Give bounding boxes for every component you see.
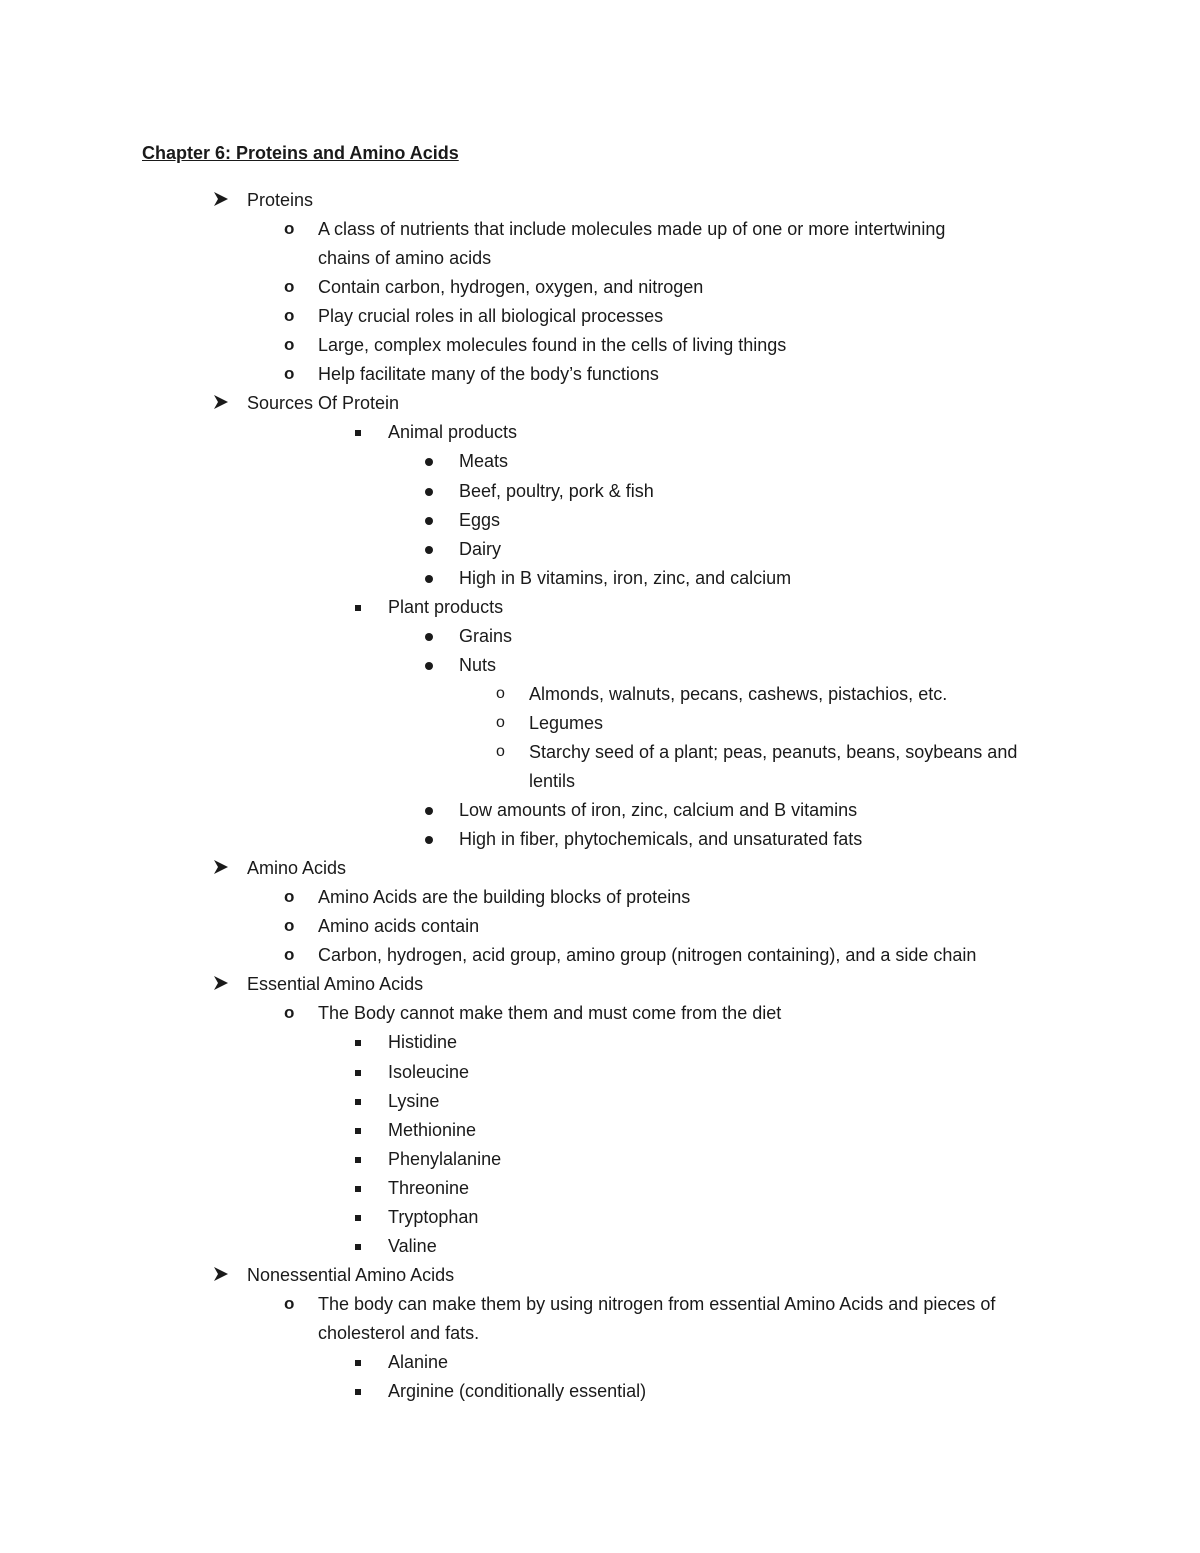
outline-line: [0, 389, 1200, 417]
square-bullet-icon: [355, 1174, 363, 1202]
circle-bullet-icon: o: [284, 1003, 295, 1023]
outline-text: Large, complex molecules found in the cells of living things: [318, 335, 787, 356]
outline-line: [0, 447, 1200, 475]
outline-text: Nonessential Amino Acids: [247, 1264, 455, 1285]
outline-line: [0, 912, 1200, 940]
outline-line: [0, 564, 1200, 592]
outline-line: [0, 999, 1200, 1027]
dot-bullet-icon: [425, 622, 433, 650]
outline-line: [0, 825, 1200, 853]
outline-text: Histidine: [388, 1032, 458, 1053]
outline-text: Arginine (conditionally essential): [388, 1381, 647, 1402]
outline-line: [0, 302, 1200, 330]
dot-bullet-icon: [425, 535, 433, 563]
outline-line: [0, 1116, 1200, 1144]
square-bullet-icon: [355, 1232, 363, 1260]
outline-line: [0, 1028, 1200, 1056]
outline-text: High in fiber, phytochemicals, and unsaturated fats: [459, 829, 863, 850]
square-bullet-icon: [355, 1028, 363, 1056]
square-bullet-icon: [355, 1348, 363, 1376]
outline-line: [0, 535, 1200, 563]
circle-bullet-icon: o: [284, 364, 295, 384]
outline-line: [0, 738, 1200, 766]
outline-text: Threonine: [388, 1177, 470, 1198]
outline-text: Alanine: [388, 1352, 449, 1372]
outline-text: The body can make them by using nitrogen from essential Amino Acids and pieces of: [318, 1293, 996, 1314]
circle-bullet-icon: o: [284, 306, 295, 326]
outline-line: [0, 1058, 1200, 1086]
square-bullet-icon: [355, 1058, 363, 1086]
outline-text: Eggs: [459, 509, 501, 530]
outline-line: [0, 680, 1200, 708]
outline-text: Lysine: [388, 1090, 440, 1111]
outline-line: [0, 506, 1200, 534]
outline-text: Dairy: [459, 538, 502, 559]
outline-text: Beef, poultry, pork & fish: [459, 480, 654, 501]
outline-text: Sources Of Protein: [247, 393, 400, 414]
outline-line: [0, 970, 1200, 998]
square-bullet-icon: [355, 1377, 363, 1405]
outline-line: [0, 651, 1200, 679]
circle-bullet-icon: o: [284, 887, 295, 907]
outline-text: Help facilitate many of the body’s functions: [318, 364, 659, 385]
page-title: Chapter 6: Proteins and Amino Acids: [142, 143, 459, 163]
outline-line: [0, 273, 1200, 301]
square-bullet-icon: [355, 1087, 363, 1115]
outline-line: [0, 941, 1200, 969]
outline-text: Phenylalanine: [388, 1148, 502, 1169]
outline-text: Carbon, hydrogen, acid group, amino group (nitrogen containing), and a side chain: [318, 945, 977, 966]
square-bullet-icon: [355, 1203, 363, 1231]
outline-line: [0, 360, 1200, 388]
outline-text: Isoleucine: [388, 1061, 470, 1082]
outline-line: [0, 1087, 1200, 1115]
outline-text: lentils: [529, 771, 576, 791]
outline-line: [0, 709, 1200, 737]
outline-text: Proteins: [247, 190, 314, 210]
outline-line: [0, 1145, 1200, 1173]
circle-bullet-icon: o: [284, 1293, 295, 1313]
square-bullet-icon: [355, 1116, 363, 1144]
outline-line: [0, 1203, 1200, 1231]
outline-line: [0, 767, 1200, 795]
outline-text: Essential Amino Acids: [247, 974, 424, 995]
outline-text: chains of amino acids: [318, 248, 492, 269]
arrow-bullet-icon: [213, 1261, 231, 1289]
outline-text: Valine: [388, 1235, 437, 1256]
outline-line: [0, 1174, 1200, 1202]
outline-text: Methionine: [388, 1119, 477, 1140]
circle-bullet-icon: o: [496, 713, 505, 731]
circle-bullet-icon: o: [496, 742, 505, 760]
outline-text: Meats: [459, 451, 509, 472]
square-bullet-icon: [355, 593, 363, 621]
outline-text: Amino Acids: [247, 858, 347, 879]
circle-bullet-icon: o: [284, 335, 295, 355]
circle-bullet-icon: o: [284, 945, 295, 965]
outline-line: [0, 215, 1200, 243]
outline-line: [0, 331, 1200, 359]
outline-line: [0, 1319, 1200, 1347]
outline-line: [0, 883, 1200, 911]
outline-line: [0, 1348, 1200, 1376]
outline-text: Grains: [459, 625, 513, 646]
outline-line: [0, 796, 1200, 824]
outline-text: Nuts: [459, 654, 497, 675]
outline-text: Starchy seed of a plant; peas, peanuts, beans, soybeans and: [529, 741, 1018, 762]
square-bullet-icon: [355, 418, 363, 446]
outline-text: Tryptophan: [388, 1206, 479, 1227]
circle-bullet-icon: o: [284, 219, 295, 239]
square-bullet-icon: [355, 1145, 363, 1173]
outline-line: [0, 854, 1200, 882]
outline-text: Amino acids contain: [318, 916, 480, 937]
outline-line: [0, 1232, 1200, 1260]
outline-text: Contain carbon, hydrogen, oxygen, and nitrogen: [318, 277, 704, 298]
outline-line: [0, 1261, 1200, 1289]
outline-text: Almonds, walnuts, pecans, cashews, pistachios, etc.: [529, 683, 948, 704]
outline-line: [0, 477, 1200, 505]
outline-text: cholesterol and fats.: [318, 1322, 480, 1343]
arrow-bullet-icon: [213, 389, 231, 417]
circle-bullet-icon: o: [496, 684, 505, 702]
dot-bullet-icon: [425, 564, 433, 592]
outline-text: Amino Acids are the building blocks of proteins: [318, 887, 691, 908]
dot-bullet-icon: [425, 796, 433, 824]
circle-bullet-icon: o: [284, 916, 295, 936]
outline-line: [0, 593, 1200, 621]
arrow-bullet-icon: [213, 970, 231, 998]
outline-line: [0, 418, 1200, 446]
dot-bullet-icon: [425, 651, 433, 679]
dot-bullet-icon: [425, 447, 433, 475]
arrow-bullet-icon: [213, 186, 231, 214]
arrow-bullet-icon: [213, 854, 231, 882]
outline-text: Legumes: [529, 712, 604, 733]
circle-bullet-icon: o: [284, 277, 295, 297]
outline-text: Play crucial roles in all biological processes: [318, 306, 664, 327]
outline-line: [0, 1290, 1200, 1318]
outline-text: Plant products: [388, 596, 504, 617]
outline-line: [0, 622, 1200, 650]
outline-text: A class of nutrients that include molecules made up of one or more intertwining: [318, 219, 946, 240]
outline-line: [0, 186, 1200, 214]
dot-bullet-icon: [425, 477, 433, 505]
outline-line: [0, 244, 1200, 272]
dot-bullet-icon: [425, 506, 433, 534]
outline-text: High in B vitamins, iron, zinc, and calcium: [459, 567, 792, 588]
outline-line: [0, 1377, 1200, 1405]
outline-text: The Body cannot make them and must come from the diet: [318, 1003, 782, 1024]
dot-bullet-icon: [425, 825, 433, 853]
outline-text: Animal products: [388, 422, 518, 443]
outline-text: Low amounts of iron, zinc, calcium and B vitamins: [459, 800, 858, 821]
